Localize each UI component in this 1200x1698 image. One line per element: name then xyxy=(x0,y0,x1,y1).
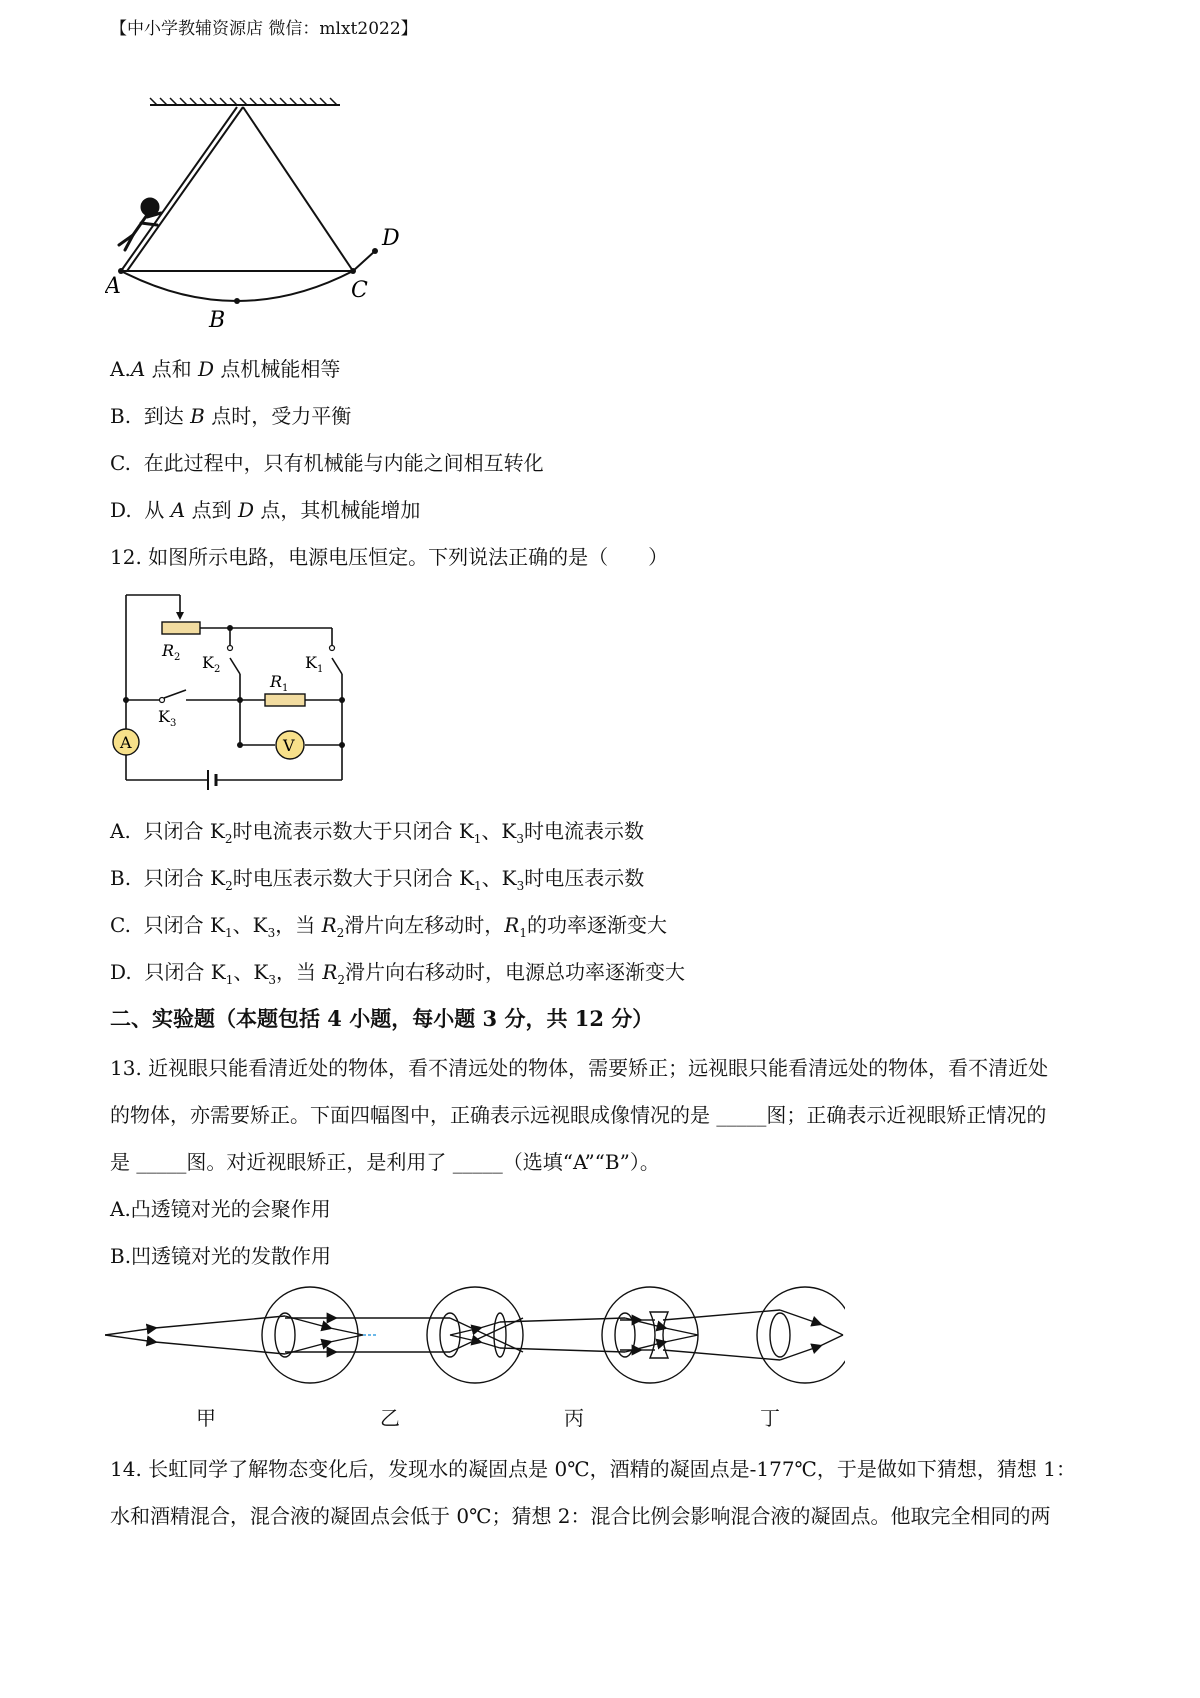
ray-cd xyxy=(353,251,375,271)
q11-option-d: D. 从 A 点到 D 点，其机械能增加 xyxy=(110,498,421,522)
pendulum-figure xyxy=(105,95,425,335)
q12-option-b: B. 只闭合 $K_2$时电压表示数大于只闭合 $K_1$、$K_3$时电压表示数 xyxy=(110,866,645,893)
caption-yi: 乙 xyxy=(380,1406,400,1430)
ceiling-hatch xyxy=(150,98,340,105)
watermark: 【中小学教辅资源店 微信：mlxt2022】 xyxy=(110,19,418,39)
q11-option-b: B. 到达 B 点时，受力平衡 xyxy=(110,404,352,428)
q14-line-2: 水和酒精混合，混合液的凝固点会低于 0℃；猜想 2：混合比例会影响混合液的凝固点。他取完全相同的两 xyxy=(110,1504,1051,1528)
q13-line-1: 13. 近视眼只能看清近处的物体，看不清远处的物体，需要矫正；远视眼只能看清远处的物体，看不清近处 xyxy=(110,1056,1049,1080)
q12-option-c: C. 只闭合 $K_1$、$K_3$，当 $R_2$滑片向左移动时，$R_1$的功率逐渐变大 xyxy=(110,913,667,940)
label-r2: $R_2$ xyxy=(162,641,181,663)
label-r1: $R_1$ xyxy=(270,672,289,694)
eye-jia xyxy=(105,1287,377,1383)
q14-line-1: 14. 长虹同学了解物态变化后，发现水的凝固点是 0℃，酒精的凝固点是-177℃，于是做如下猜想，猜想 1： xyxy=(110,1457,1077,1481)
eye-ding xyxy=(620,1287,845,1383)
section-heading: 二、实验题（本题包括 4 小题，每小题 3 分，共 12 分） xyxy=(110,1006,654,1031)
label-a: A xyxy=(105,274,121,299)
label-k2: $K_2$ xyxy=(202,653,221,675)
voltmeter-label: V xyxy=(283,736,295,755)
label-k1: $K_1$ xyxy=(305,653,324,675)
label-c: C xyxy=(351,278,368,303)
q13-option-b: B.凹透镜对光的发散作用 xyxy=(110,1244,332,1268)
ammeter-label: A xyxy=(120,733,132,752)
label-k3: $K_3$ xyxy=(158,707,177,729)
swing-arc xyxy=(121,271,353,301)
caption-ding: 丁 xyxy=(760,1406,780,1430)
q11-option-a: A.A 点和 D 点机械能相等 xyxy=(110,357,341,381)
q13-line-3: 是 _____图。对近视眼矫正，是利用了 _____（选填“A”“B”）。 xyxy=(110,1150,660,1174)
q12-stem: 12. 如图所示电路，电源电压恒定。下列说法正确的是（ ） xyxy=(110,545,669,569)
q12-option-d: D. 只闭合 $K_1$、$K_3$，当 $R_2$滑片向右移动时，电源总功率逐渐变大 xyxy=(110,960,686,987)
resistor-r1 xyxy=(265,694,305,706)
rope-right xyxy=(243,107,353,271)
eye-diagrams xyxy=(105,1280,845,1390)
caption-bing: 丙 xyxy=(564,1406,584,1430)
q12-option-a: A. 只闭合 $K_2$时电流表示数大于只闭合 $K_1$、$K_3$时电流表示数 xyxy=(110,819,645,846)
q13-line-2: 的物体，亦需要矫正。下面四幅图中，正确表示远视眼成像情况的是 _____图；正确表示近视眼矫正情况的 xyxy=(110,1103,1047,1127)
circuit-figure xyxy=(110,590,360,790)
resistor-r2 xyxy=(162,622,200,634)
person-figure xyxy=(119,199,161,250)
label-d: D xyxy=(382,226,400,251)
caption-jia: 甲 xyxy=(196,1406,216,1430)
label-b: B xyxy=(209,308,226,333)
q11-option-c: C. 在此过程中，只有机械能与内能之间相互转化 xyxy=(110,451,544,475)
q13-option-a: A.凸透镜对光的会聚作用 xyxy=(110,1197,331,1221)
eye-yi xyxy=(285,1287,523,1383)
rope-left xyxy=(127,107,243,271)
